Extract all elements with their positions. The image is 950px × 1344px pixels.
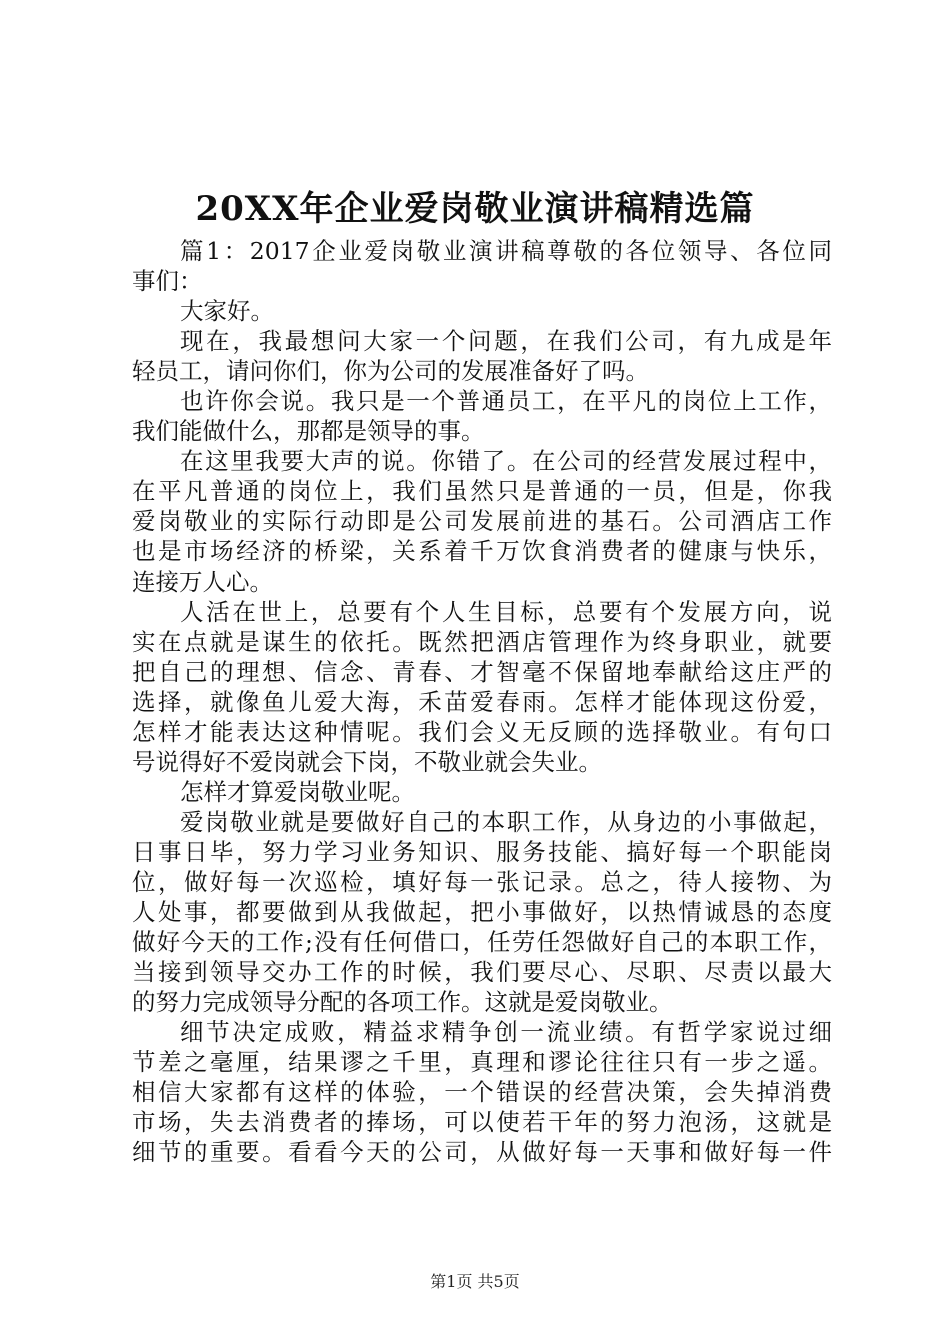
text-line: 相信大家都有这样的体验，一个错误的经营决策，会失掉消费 — [132, 1078, 832, 1107]
document-title: 20XX年企业爱岗敬业演讲稿精选篇 — [195, 189, 755, 229]
text-line: 事们： — [132, 267, 203, 296]
text-line: 也许你会说。我只是一个普通员工，在平凡的岗位上工作， — [180, 387, 832, 416]
text-line: 号说得好不爱岗就会下岗，不敬业就会失业。 — [132, 747, 602, 776]
text-line: 人处事，都要做到从我做起，把小事做好，以热情诚恳的态度 — [132, 898, 832, 927]
text-line: 在平凡普通的岗位上，我们虽然只是普通的一员，但是，你我 — [132, 477, 832, 506]
text-line: 爱岗敬业就是要做好自己的本职工作，从身边的小事做起， — [180, 807, 832, 836]
text-line: 轻员工，请问你们，你为公司的发展准备好了吗。 — [132, 357, 649, 386]
text-line: 日事日毕，努力学习业务知识、服务技能、搞好每一个职能岗 — [132, 837, 832, 866]
text-line: 细节的重要。看看今天的公司，从做好每一天事和做好每一件 — [132, 1138, 832, 1167]
text-line: 位，做好每一次巡检，填好每一张记录。总之，待人接物、为 — [132, 867, 832, 896]
text-line: 篇1：2017企业爱岗敬业演讲稿尊敬的各位领导、各位同 — [180, 237, 832, 265]
text-line: 当接到领导交办工作的时候，我们要尽心、尽职、尽责以最大 — [132, 958, 832, 987]
text-line: 现在，我最想问大家一个问题，在我们公司，有九成是年 — [180, 327, 832, 356]
text-line: 实在点就是谋生的依托。既然把酒店管理作为终身职业，就要 — [132, 627, 832, 656]
text-line: 我们能做什么，那都是领导的事。 — [132, 417, 485, 446]
text-line: 细节决定成败，精益求精争创一流业绩。有哲学家说过细 — [180, 1018, 832, 1047]
text-line: 做好今天的工作;没有任何借口，任劳任怨做好自己的本职工作， — [132, 928, 832, 957]
text-line: 大家好。 — [180, 297, 274, 326]
text-line: 怎样才算爱岗敬业呢。 — [180, 777, 415, 806]
text-line: 市场，失去消费者的捧场，可以使若干年的努力泡汤，这就是 — [132, 1108, 832, 1137]
text-line: 节差之毫厘，结果谬之千里，真理和谬论往往只有一步之遥。 — [132, 1048, 832, 1077]
document-body — [132, 236, 832, 1167]
text-line: 在这里我要大声的说。你错了。在公司的经营发展过程中， — [180, 447, 832, 476]
text-line: 连接万人心。 — [132, 567, 273, 596]
text-line: 选择，就像鱼儿爱大海，禾苗爱春雨。怎样才能体现这份爱， — [132, 687, 832, 716]
text-line: 也是市场经济的桥梁，关系着千万饮食消费者的健康与快乐， — [132, 537, 832, 566]
text-line: 爱岗敬业的实际行动即是公司发展前进的基石。公司酒店工作 — [132, 507, 832, 536]
text-line: 人活在世上，总要有个人生目标，总要有个发展方向，说 — [180, 597, 832, 626]
page-number-footer: 第1页 共5页 — [430, 1272, 520, 1291]
text-line: 怎样才能表达这种情呢。我们会义无反顾的选择敬业。有句口 — [132, 717, 832, 746]
text-line: 把自己的理想、信念、青春、才智毫不保留地奉献给这庄严的 — [132, 657, 832, 686]
text-line: 的努力完成领导分配的各项工作。这就是爱岗敬业。 — [132, 988, 673, 1017]
